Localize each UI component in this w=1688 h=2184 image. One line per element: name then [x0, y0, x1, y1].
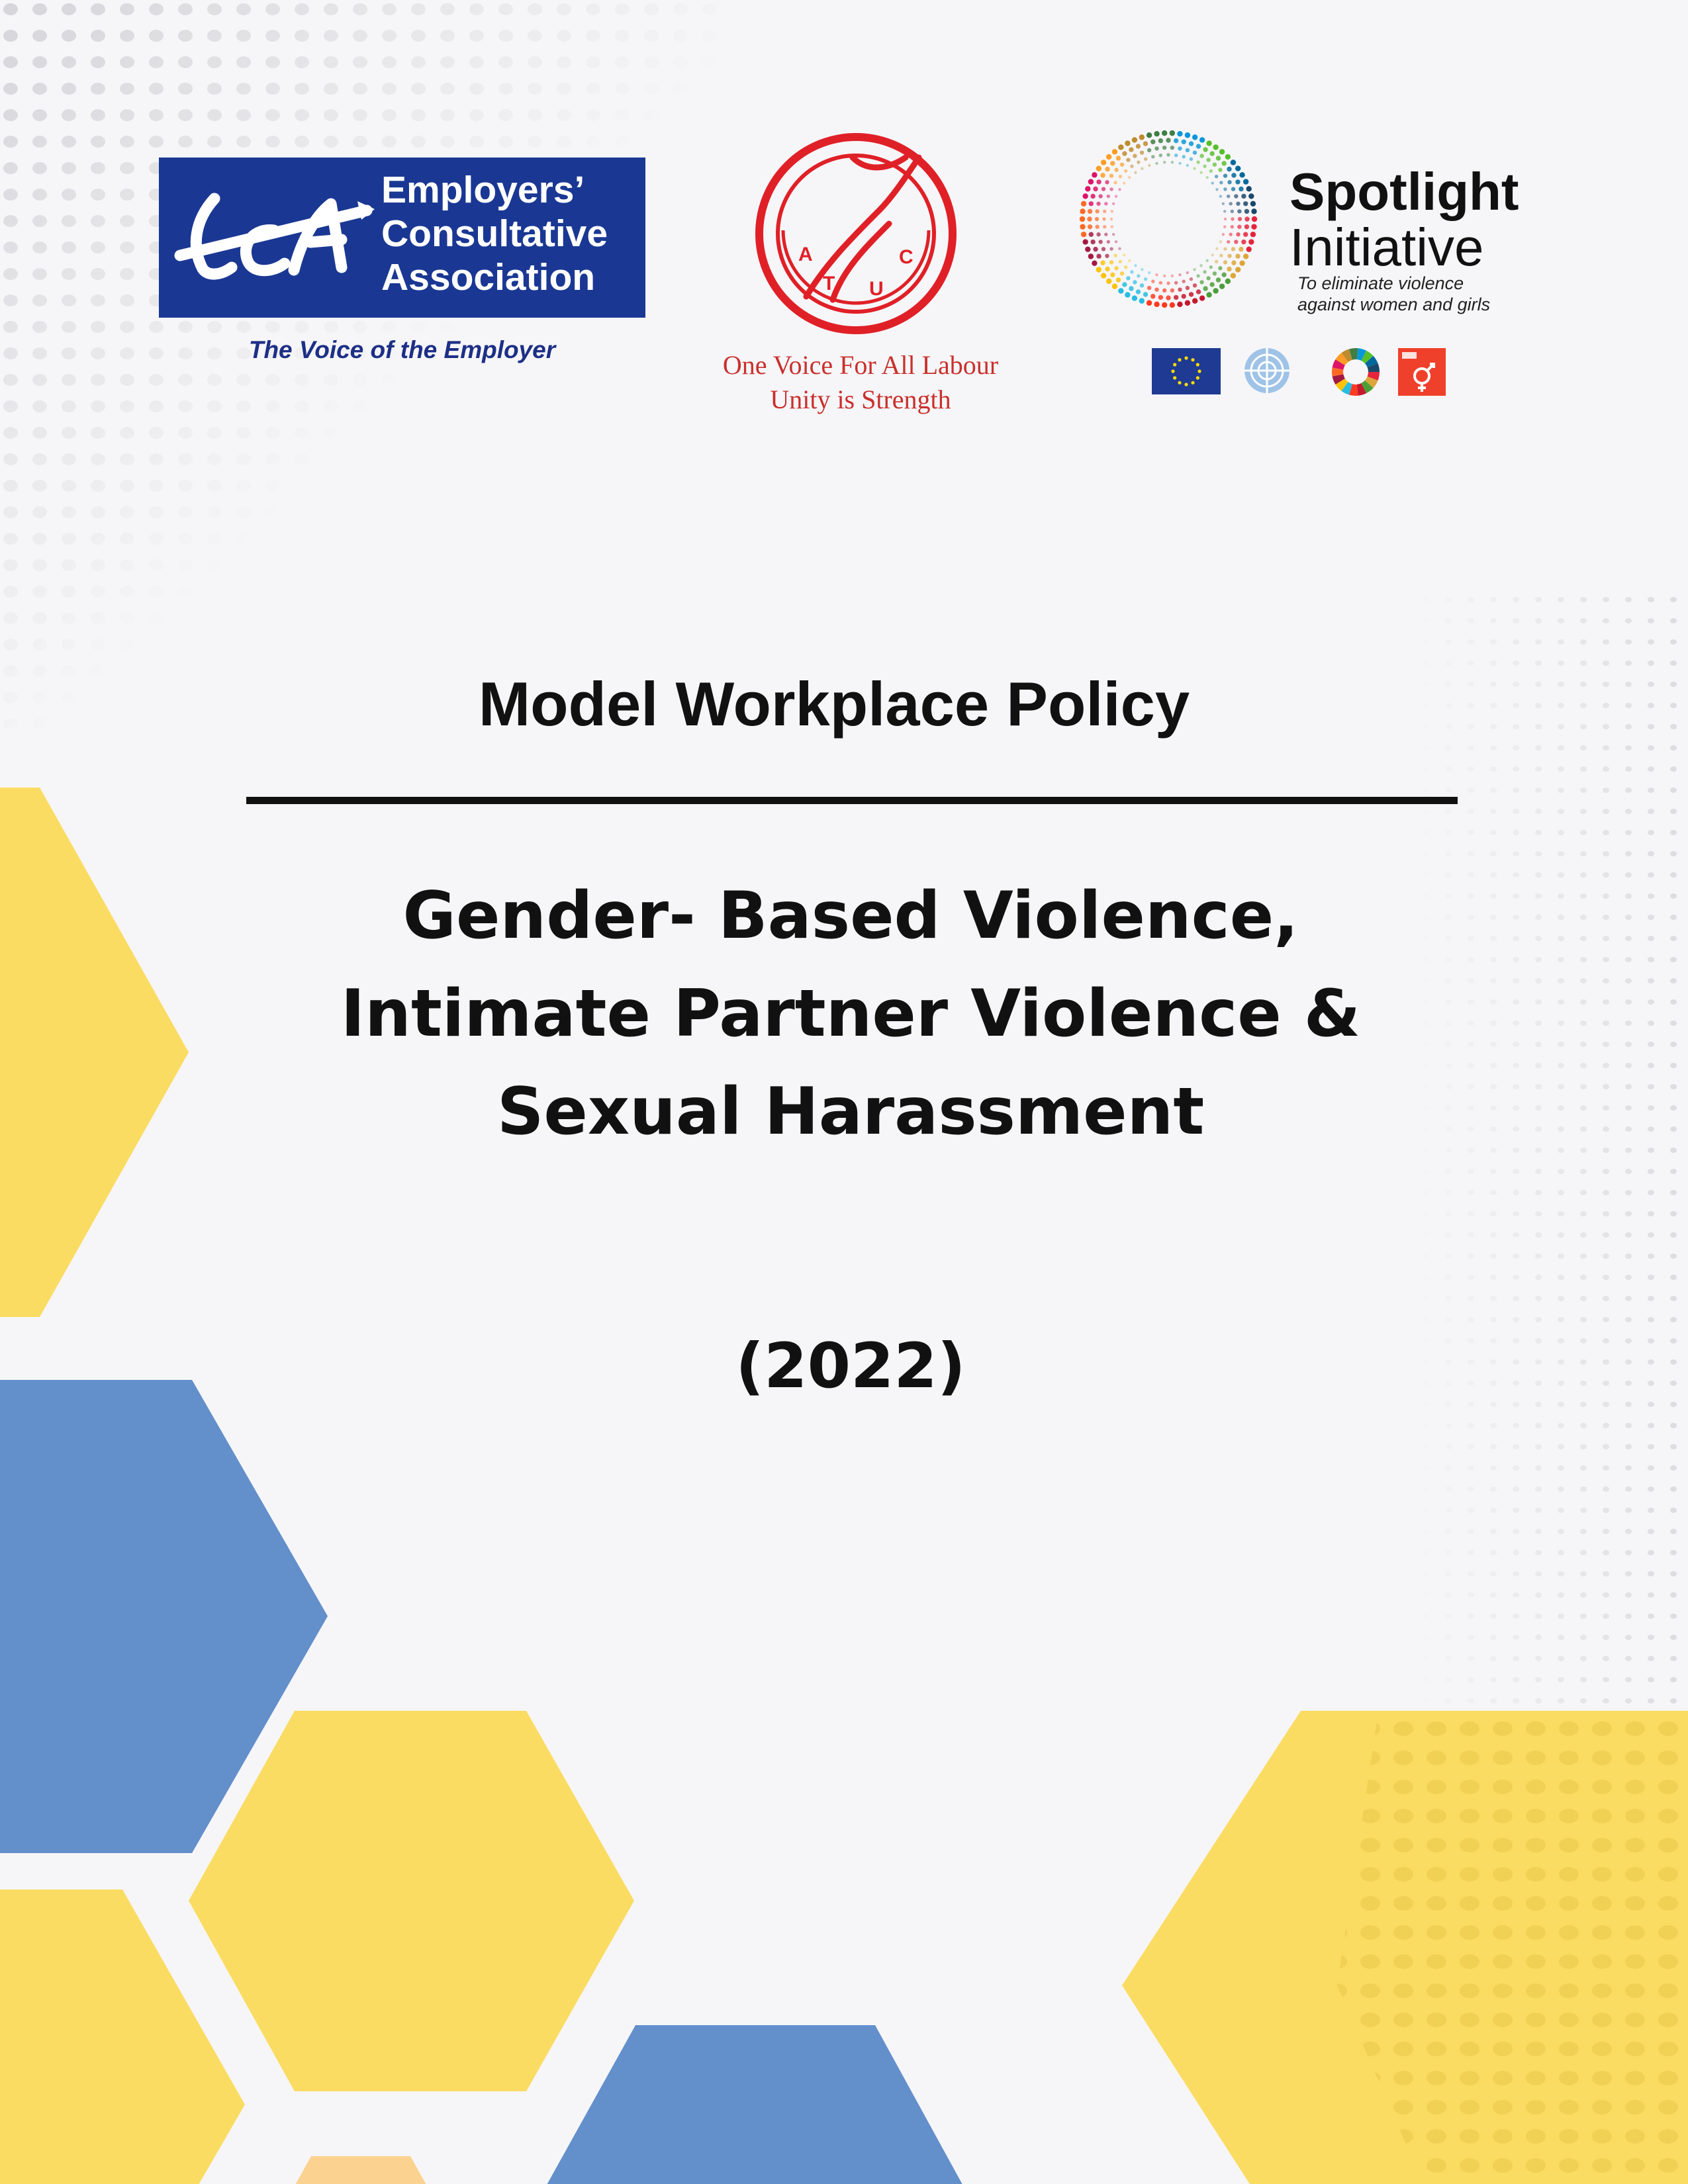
halftone-dots-top-left: [0, 0, 728, 728]
atuc-tagline: [662, 348, 1059, 417]
eca-monogram-icon: [168, 184, 380, 290]
subtitle-line-2: Intimate Partner Violence &: [340, 976, 1361, 1052]
spotlight-dot-ring-icon: [1072, 123, 1264, 315]
hexagon-blue-bottom: [536, 2025, 973, 2184]
eca-logo: [159, 158, 645, 318]
eca-name-line-3: Association: [381, 256, 596, 298]
svg-text:C: C: [899, 246, 914, 268]
spotlight-subtitle-line-1: To eliminate violence: [1297, 273, 1464, 293]
title-divider: [246, 797, 1458, 804]
subtitle-line-1: Gender- Based Violence,: [402, 878, 1299, 954]
halftone-dots-right: [1225, 596, 1688, 1787]
initiative-word: Initiative: [1289, 218, 1484, 277]
spotlight-word: Spotlight: [1289, 162, 1519, 221]
atuc-emblem-icon: [753, 131, 959, 336]
hexagon-yellow-middle: [189, 1711, 634, 2091]
atuc-tagline-line-2: Unity is Strength: [770, 385, 951, 414]
subtitle-line-3: Sexual Harassment: [496, 1074, 1205, 1150]
document-subtitle: [0, 867, 1688, 1161]
svg-text:U: U: [869, 278, 884, 300]
spotlight-subtitle: [1297, 273, 1490, 315]
document-year: (2022): [735, 1330, 966, 1402]
spotlight-subtitle-line-2: against women and girls: [1297, 295, 1491, 314]
sdg5-gender-equality-icon: [1398, 348, 1446, 396]
svg-text:A: A: [798, 244, 813, 265]
svg-text:T: T: [823, 273, 835, 295]
hexagon-peach-bottom: [285, 2156, 437, 2184]
document-title: Model Workplace Policy: [478, 669, 1190, 739]
eca-name-line-2: Consultative: [381, 212, 608, 255]
un-emblem-icon: [1238, 345, 1296, 397]
eca-name: [381, 168, 608, 299]
eca-tagline: The Voice of the Employer: [248, 336, 556, 363]
sdg-wheel-icon: [1331, 347, 1381, 397]
eca-name-line-1: Employers’: [381, 169, 585, 211]
atuc-tagline-line-1: One Voice For All Labour: [722, 350, 999, 380]
eu-flag-icon: [1152, 348, 1221, 394]
